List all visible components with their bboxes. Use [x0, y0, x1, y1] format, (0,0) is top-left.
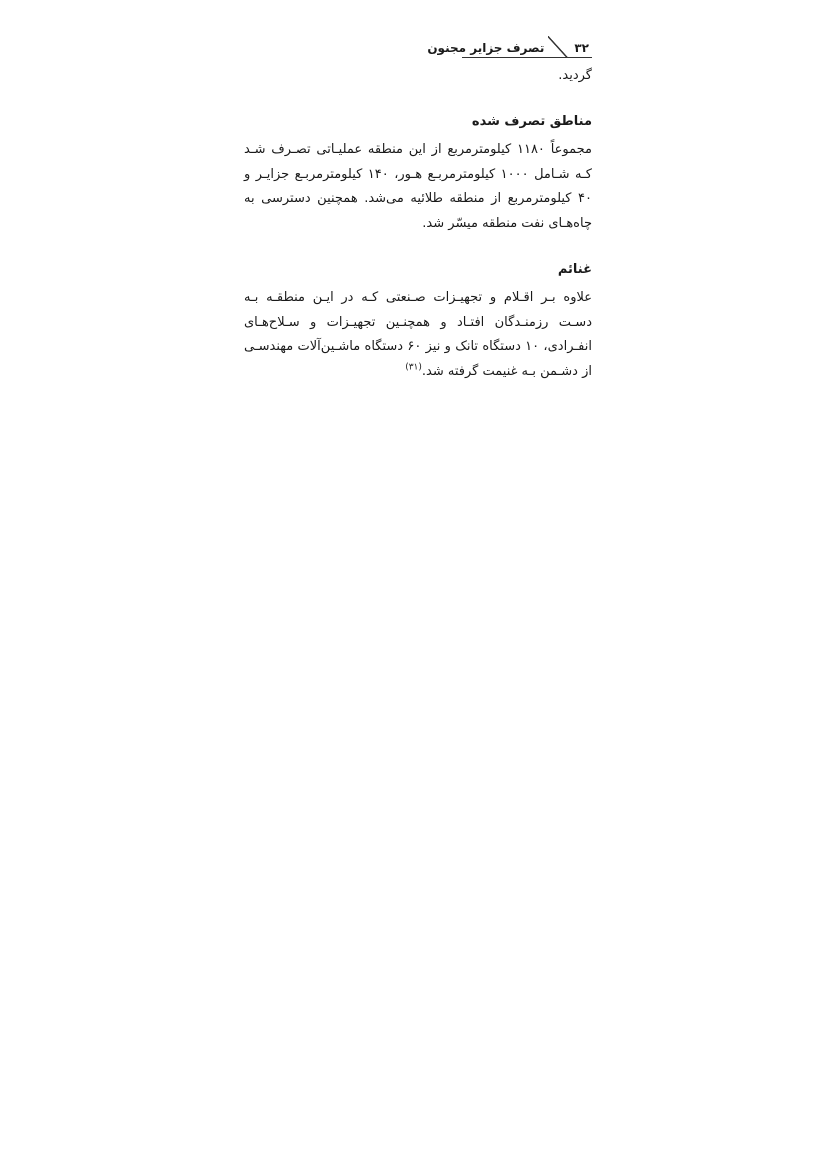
section-body: مجموعاً ۱۱۸۰ کیلومترمربع از این منطقه عملیـاتی تصـرف شـد کـه شـامل ۱۰۰۰ کیلومترمربـع هـور، ۱۴۰ کیلومترمربـع جزایـر و ۴۰ کیلومترمربع از منطقه طلائیه می‌شد. همچنین دسترسی به چاه‌هـای نفت منطقه میسّر شد.	[244, 142, 592, 231]
page-content	[244, 36, 592, 384]
continuation-text: گردید.	[558, 68, 592, 83]
section-conquered-areas	[244, 112, 592, 236]
section-body	[244, 286, 592, 384]
header-rule	[462, 57, 592, 58]
running-header	[244, 36, 592, 58]
section-heading: مناطق تصرف شده	[471, 114, 592, 129]
section-heading: غنائم	[557, 262, 592, 277]
section-body-text: علاوه بـر اقـلام و تجهیـزات صـنعتی کـه در ایـن منطقـه بـه دسـت رزمنـدگان افتـاد و همچنـین تجهیـزات و سـلاح‌هـای انفـرادی، ۱۰ دستگاه تانک و نیز ۶۰ دستگاه ماشـین‌آلات مهندسـی از دشـمن بـه غنیمت گرفته شد.	[244, 290, 592, 379]
page-number: ۳۲	[574, 41, 589, 55]
header-divider	[548, 36, 568, 58]
section-spoils	[244, 260, 592, 384]
footnote-reference[interactable]: (۳۱)	[405, 362, 422, 373]
book-title: تصرف جزایر مجنون	[427, 41, 545, 55]
